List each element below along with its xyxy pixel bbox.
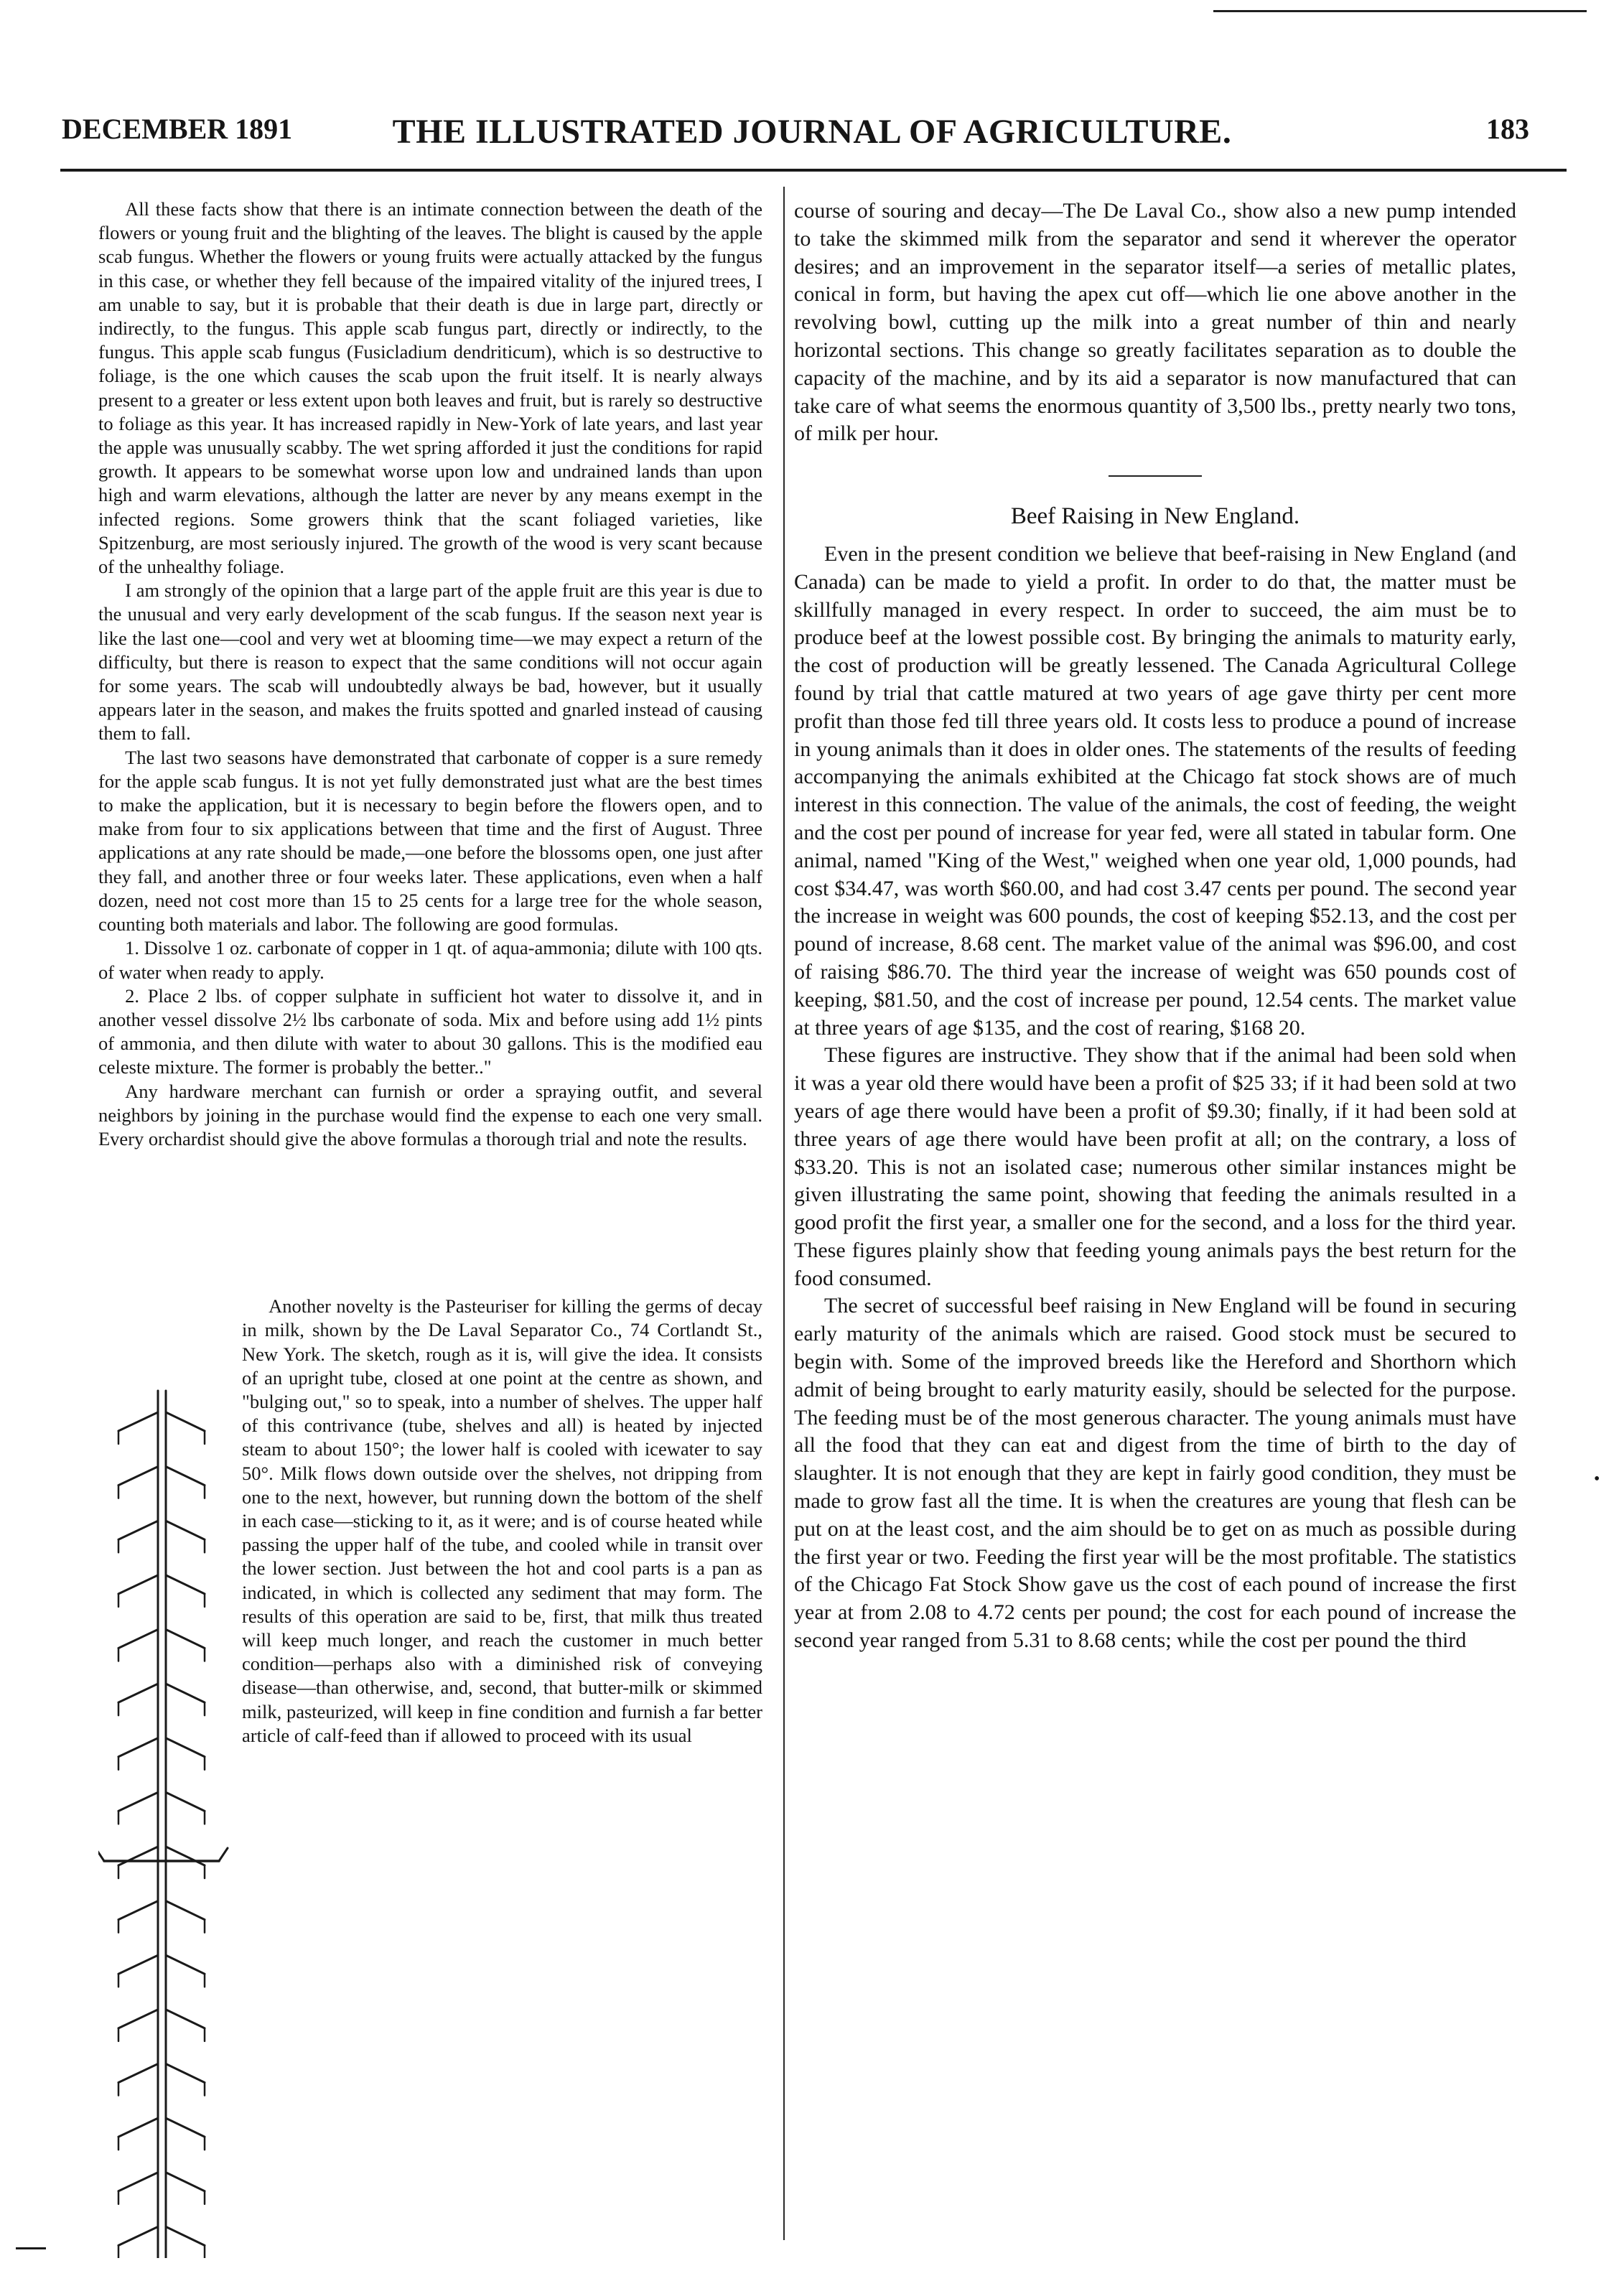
pasteuriser-sketch-icon — [98, 1297, 232, 2258]
paragraph-pasteuriser: Another novelty is the Pasteuriser for killing the germs of decay in milk, shown by the De Laval Separator Co., 74 Cortlandt St., New York. The sketch, rough as it is, will give the idea. It consists of an upright tube, closed at one point at the centre as shown, and "bulging out," so to speak, into a number of shelves. The upper half of this contrivance (tube, shelves and all) is heated by injected steam to about 150°; the lower half is cooled with icewater to say 50°. Milk flows down outside over the shelves, not dripping from one to the next, however, but running down the bottom of the shelf in each case—sticking to it, as it were; and is of course heated while passing the upper half of the tube, and cooled while in transit over the lower section. Just between the hot and cool parts is a pan as indicated, in which is collected any sediment that may form. The results of this operation are said to be, first, that milk thus treated will keep much longer, and reach the customer in much better condition—perhaps also with a diminished risk of conveying disease—than otherwise, and, second, that butter-milk or skimmed milk, pasteurized, will keep in fine condition and furnish a far better article of calf-feed than if allowed to proceed with its usual — [242, 1295, 762, 1746]
paragraph-copper-remedy: The last two seasons have demonstrated that carbonate of copper is a sure remedy for the apple scab fungus. It is not yet fully demonstrated just what are the best times to make the application, but it is necessary to begin before the flowers open, and to make from four to six applications between that time and the first of August. Three applications at any rate should be made,—one before the blossoms open, one just after they fall, and another three or four weeks later. These applications, even when a half dozen, need not cost more than 15 to 25 cents for a large tree for the whole season, counting both materials and labor. The following are good formulas. — [98, 746, 762, 936]
shelf-right — [166, 1575, 205, 1594]
shelf-left — [118, 1630, 158, 1648]
column-gap — [98, 1151, 762, 1295]
shelf-left — [118, 2118, 158, 2137]
shelf-left — [118, 1412, 158, 1431]
shelf-right — [166, 1630, 205, 1648]
section-rule — [1109, 475, 1202, 477]
shelf-right — [166, 1521, 205, 1539]
shelf-right — [166, 1412, 205, 1431]
pasteuriser-figure — [98, 1297, 232, 2258]
shelf-right — [166, 1738, 205, 1757]
footer-mark — [16, 2247, 46, 2249]
sediment-pan-edge-left — [98, 1848, 104, 1861]
shelf-right — [166, 2227, 205, 2246]
left-column — [98, 197, 762, 2258]
shelf-left — [118, 1901, 158, 1920]
shelf-right — [166, 1467, 205, 1486]
shelf-left — [118, 1521, 158, 1539]
shelf-left — [118, 1793, 158, 1811]
shelf-left — [118, 2227, 158, 2246]
paragraph-beef-intro: Even in the present condition we believe that beef-raising in New England (and Canada) can be made to yield a profit. In order to do that, the matter must be skillfully managed in every respect. In order to succeed, the aim must be to produce beef at the lowest possible cost. By bringing the animals to maturity early, the cost of production will be greatly lessened. The Canada Agricultural College found by trial that cattle matured at two years of age gave thirty per cent more profit than those fed till three years old. It costs less to produce a pound of increase in young animals than it does in older ones. The statements of the results of feeding accompanying the animals exhibited at the Chicago fat stock shows are of much interest in this connection. The value of the animals, the cost of feeding, the weight and the cost per pound of increase for year fed, were all stated in tabular form. One animal, named "King of the West," weighed when one year old, 1,000 pounds, had cost $34.47, was worth $60.00, and had cost 3.47 cents per pound. The second year the increase in weight was 600 pounds, the cost of keeping $52.13, and the cost per pound of increase, 8.68 cent. The market value of the animal was $96.00, and cost of raising $86.70. The third year the increase of weight was 650 pounds cost of keeping, $81.50, and the cost of increase per pound, 12.54 cents. The market value at three years of age $135, and the cost of rearing, $168 20. — [794, 541, 1516, 1040]
shelf-left — [118, 1684, 158, 1702]
section-heading: Beef Raising in New England. — [1010, 503, 1300, 530]
formula-two: 2. Place 2 lbs. of copper sulphate in sufficient hot water to dissolve it, and in another vessel dissolve 2½ lbs carbonate of soda. Mix and before using add 1½ pints of ammonia, and then dilute with water to about 30 gallons. This is the modified eau celeste mixture. The former is probably the better.." — [98, 984, 762, 1078]
shelf-left — [118, 1575, 158, 1594]
paragraph-early-maturity: The secret of successful beef raising in New England will be found in securing early maturity of the animals which are raised. Good stock must be secured to begin with. Some of the improved breeds like the Hereford and Shorthorn which admit of being brought to early maturity easily, should be selected for the purpose. The feeding must be of the most generous character. The young animals must have all the food that they can eat and digest from the time of birth to the day of slaughter. It is not enough that they are kept in fairly good condition, they must be made to grow fast all the time. It is when the creatures are young that flesh can be put on at the least cost, and the aim should be to get on as much as possible during the first year or two. Feeding the first year will be the most profitable. The statistics of the Chicago Fat Stock Show gave us the cost of each pound of increase the first year at from 2.08 to 4.72 cents per pound; the cost for each pound of increase the second year ranged from 5.31 to 8.68 cents; while the cost per pound the third — [794, 1294, 1516, 1653]
issue-date: DECEMBER 1891 — [62, 113, 293, 145]
shelf-left — [118, 2173, 158, 2191]
shelf-left — [118, 1847, 158, 1865]
paragraph-figures-instructive: These figures are instructive. They show that if the animal had been sold when it was a year old there would have been a profit of $25 33; if it had been sold at two years of age there would have been a profit of $9.30; finally, if it had been sold at three years of age there would have been profit at all; on the contrary, a loss of $33.20. This is not an isolated case; numerous other similar instances might be given illustrating the same point, showing that feeding the animals resulted in a good profit the first year, a smaller one for the second, and a loss for the third year. These figures plainly show that feeding young animals pays the best return for the food consumed. — [794, 1043, 1516, 1290]
shelf-left — [118, 2064, 158, 2083]
paragraph-apple-blight: All these facts show that there is an intimate connection between the death of the flowers or young fruit and the blighting of the leaves. The blight is caused by the apple scab fungus. Whether the flowers or young fruits were actually attacked by the fungus in this case, or whether they fell because of the impaired vitality of the injured trees, I am unable to say, but it is probable that their death is due in large part, directly or indirectly, to the fungus. This apple scab fungus part, directly or indirectly, to the fungus. This apple scab fungus (Fusicladium dendriticum), which is so destructive to foliage, is the one which causes the scab upon the fruit itself. It is nearly always present to a greater or less extent upon both leaves and fruit, but is rarely so destructive to foliage as this year. It has increased rapidly in New-York of late years, and last year the apple was unusually scabby. The wet spring afforded it just the conditions for rapid growth. It appears to be somewhat worse upon low and undrained lands than upon high and warm elevations, although the latter are never by any means exempt in the infected regions. Some growers think that the scant foliaged varieties, like Spitzenburg, are most seriously injured. The growth of the wood is very scant because of the unhealthy foliage. — [98, 198, 762, 578]
shelf-right — [166, 1955, 205, 1974]
shelf-right — [166, 1901, 205, 1920]
header-rule — [60, 169, 1567, 172]
shelf-right — [166, 2064, 205, 2083]
right-column — [794, 197, 1516, 2258]
shelf-left — [118, 1738, 158, 1757]
shelf-right — [166, 2173, 205, 2191]
top-edge-rule — [1213, 10, 1587, 12]
paragraph-scab-opinion: I am strongly of the opinion that a large part of the apple fruit are this year is due to the unusual and very early development of the scab fungus. If the season next year is like the last one—cool and very wet at blooming time—we may expect a return of the difficulty, but there is reason to expect that the same conditions will not occur again for some years. The scab will undoubtedly always be bad, however, but it usually appears later in the season, and makes the fruits spotted and gnarled instead of causing them to fall. — [98, 579, 762, 745]
shelf-left — [118, 2010, 158, 2028]
paragraph-spraying-outfit: Any hardware merchant can furnish or order a spraying outfit, and several neighbors by joining in the purchase would find the expense to each one very small. Every orchardist should give the above formulas a thorough trial and note the results. — [98, 1080, 762, 1149]
shelf-left — [118, 1467, 158, 1486]
shelf-right — [166, 1847, 205, 1865]
formula-one: 1. Dissolve 1 oz. carbonate of copper in 1 qt. of aqua-ammonia; dilute with 100 qts. of water when ready to apply. — [98, 937, 762, 983]
margin-dot: • — [1594, 1470, 1600, 1488]
page-number: 183 — [1486, 113, 1529, 145]
column-divider — [783, 187, 785, 2240]
shelf-right — [166, 1684, 205, 1702]
paragraph-separator-continued: course of souring and decay—The De Laval Co., show also a new pump intended to take the skimmed milk from the separator and send it wherever the operator desires; and an improvement in the separator itself—a series of metallic plates, conical in form, but having the apex cut off—which lie one above another in the revolving bowl, cutting up the milk into a great number of thin and nearly horizontal sections. This change so greatly facilitates separation as to double the capacity of the machine, and by its aid a separator is now manufactured that can take care of what seems the enormous quantity of 3,500 lbs., pretty nearly two tons, of milk per hour. — [794, 199, 1516, 446]
journal-title: THE ILLUSTRATED JOURNAL OF AGRICULTURE. — [392, 113, 1232, 151]
shelf-right — [166, 2010, 205, 2028]
shelf-right — [166, 1793, 205, 1811]
shelf-right — [166, 2118, 205, 2137]
shelf-left — [118, 1955, 158, 1974]
sediment-pan-edge-right — [219, 1848, 228, 1861]
